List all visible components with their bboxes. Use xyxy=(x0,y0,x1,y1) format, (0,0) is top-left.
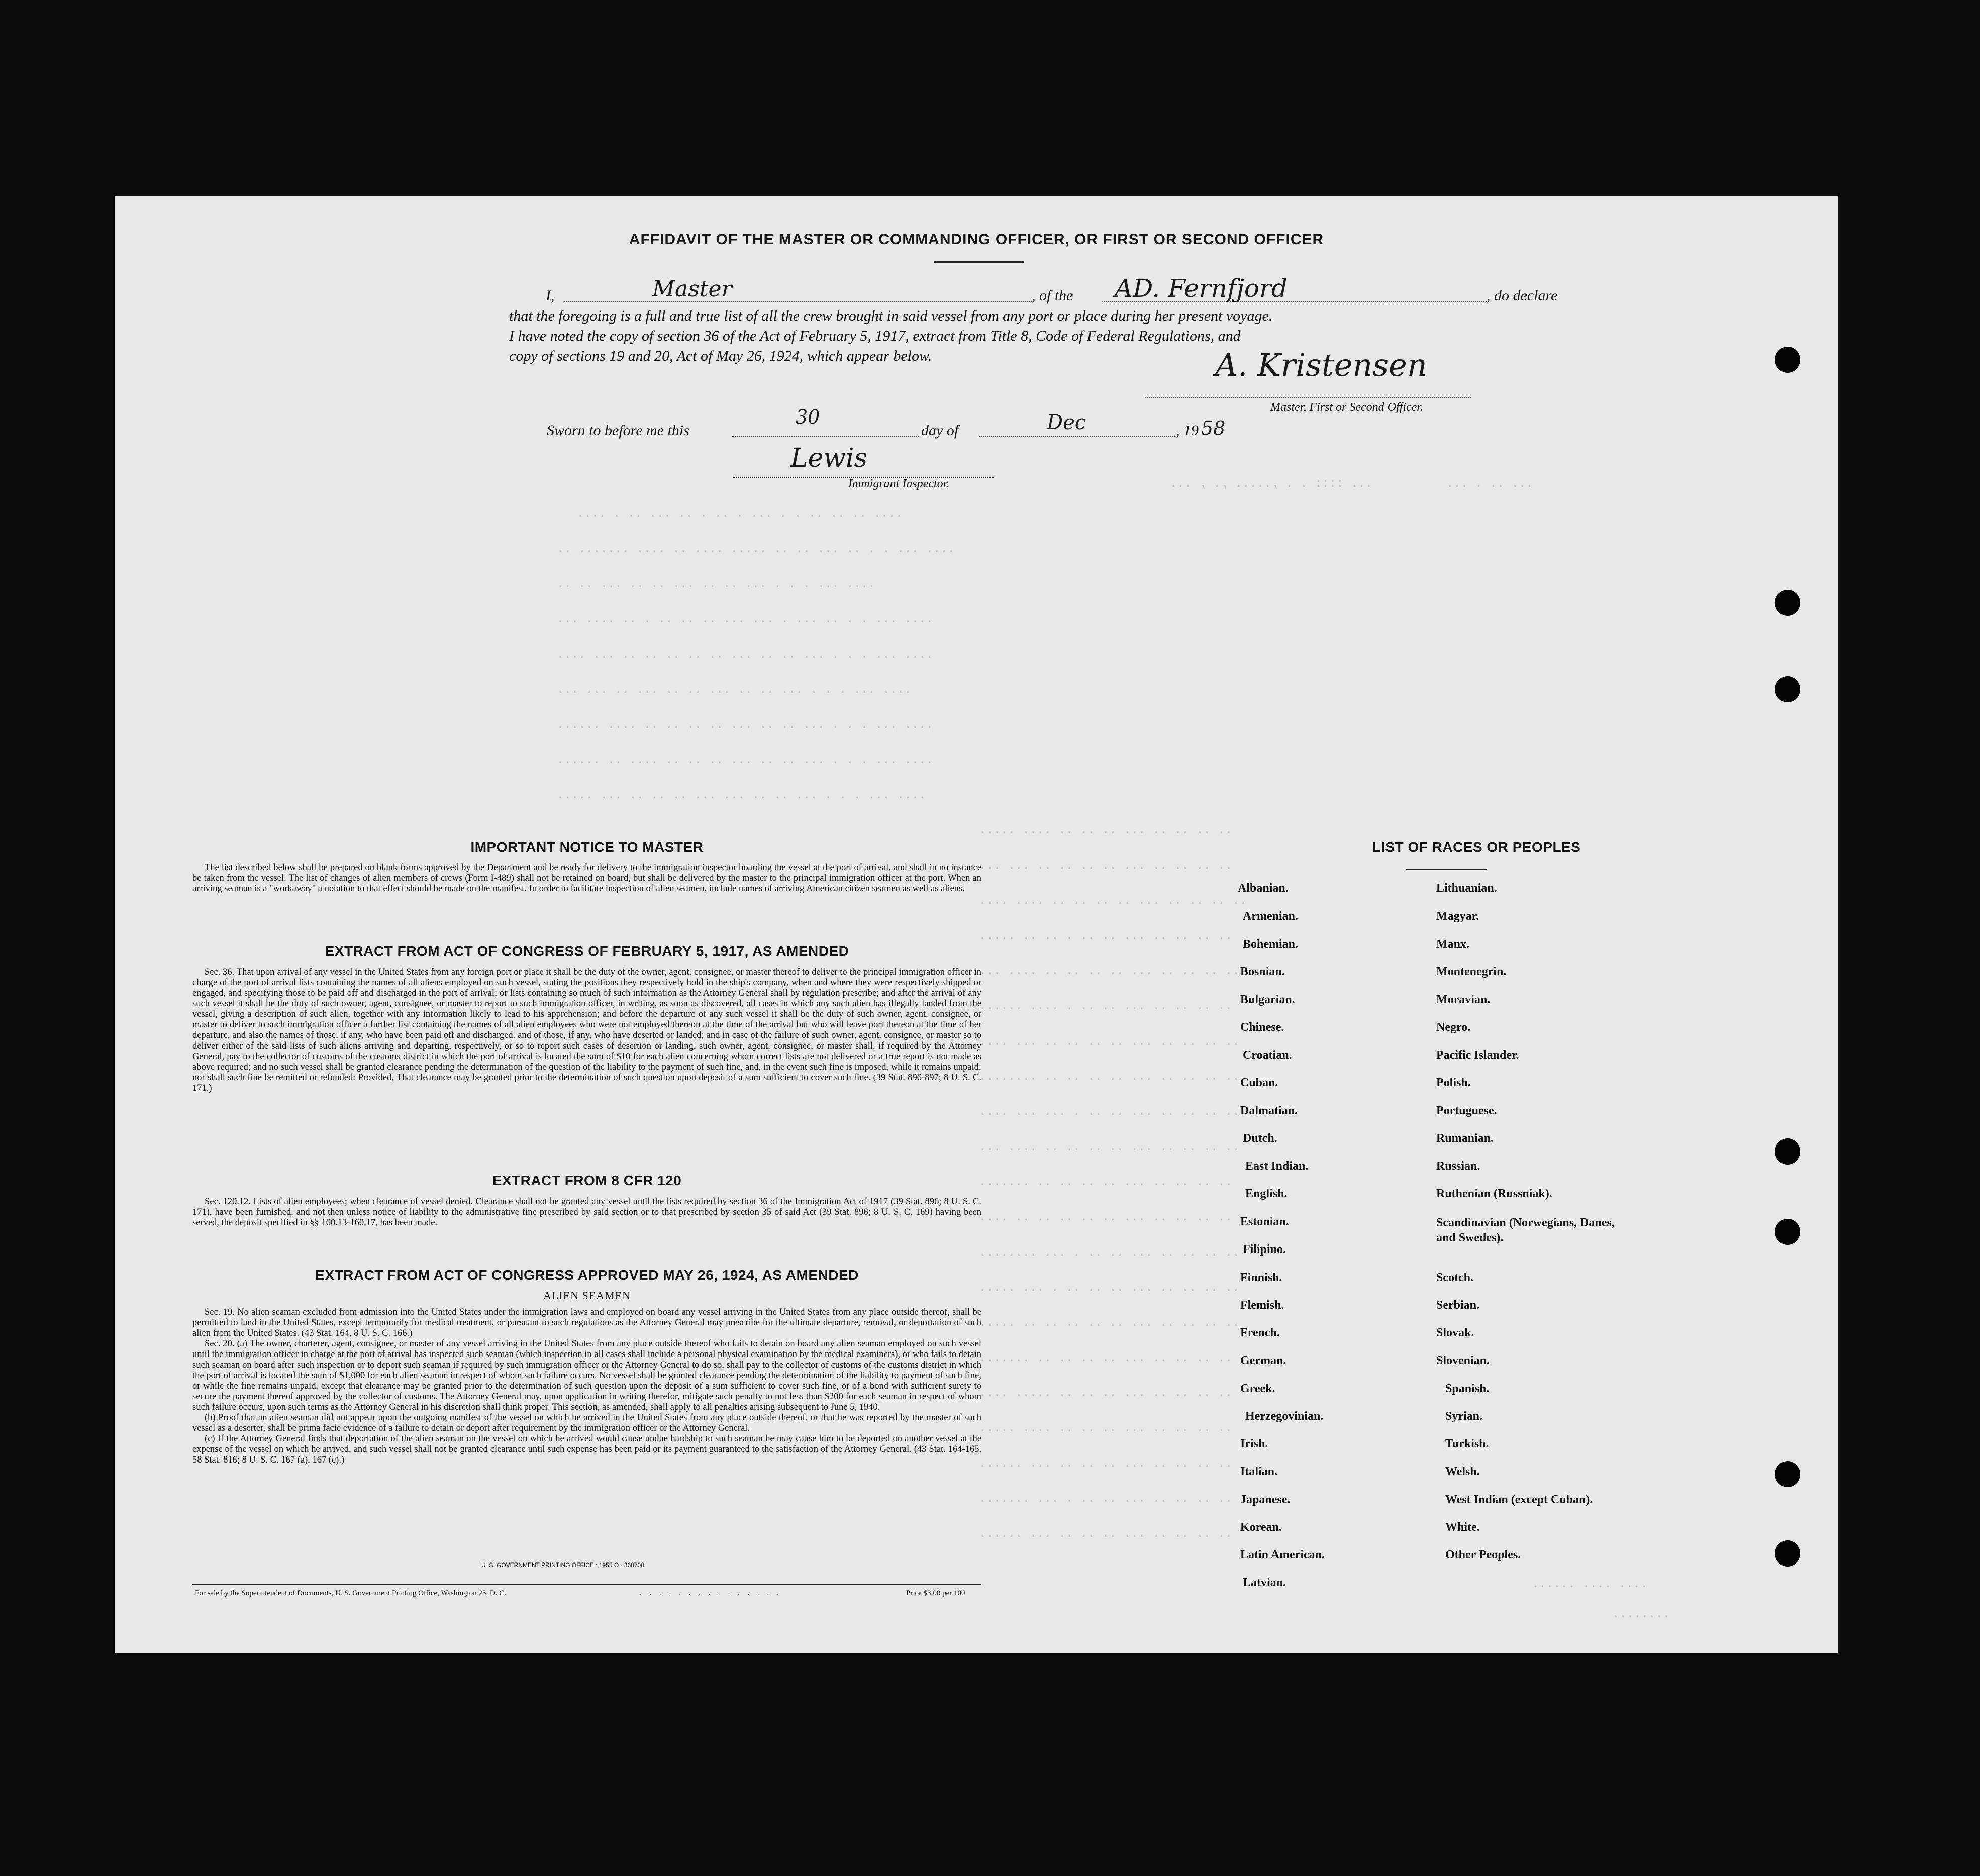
binder-hole xyxy=(1775,347,1800,373)
handwritten-vessel-name: AD. Fernfjord xyxy=(1115,274,1288,303)
extract-1924-text xyxy=(192,1307,981,1466)
race-item: Cuban. xyxy=(1240,1076,1278,1089)
title-divider xyxy=(934,261,1024,263)
alien-seamen-subtitle: ALIEN SEAMEN xyxy=(543,1289,631,1302)
sale-notice: For sale by the Superintendent of Documents, U. S. Government Printing Office, Washington 25, D. C. xyxy=(195,1589,506,1597)
race-item: Latvian. xyxy=(1243,1576,1286,1589)
race-item: Dutch. xyxy=(1243,1132,1277,1145)
extract-cfr-text xyxy=(192,1197,981,1228)
race-item: Slovak. xyxy=(1436,1326,1474,1339)
race-item: Spanish. xyxy=(1445,1382,1490,1395)
section-120-12-paragraph: Sec. 120.12. Lists of alien employees; when clearance of vessel denied. Clearance shall not be granted any vessel until the lists required by section 36 of the Immigration Act of 1917 (39 Stat. 896; 8 U. S. C. 171), have been furnished, and not then unless notice of liability to the administrative fine prescribed by said section or to that prescribed by section 35 of said Act (39 Stat. 896; 8 U. S. C. 169) having been served, the deposit specified in §§ 160.13-160.17, has been made. xyxy=(192,1197,981,1228)
binder-hole xyxy=(1775,1461,1800,1487)
race-item: Russian. xyxy=(1436,1160,1480,1173)
sworn-month-blank xyxy=(979,436,1175,437)
race-item: East Indian. xyxy=(1245,1160,1309,1173)
race-item: Italian. xyxy=(1240,1465,1278,1478)
races-divider xyxy=(1406,869,1487,870)
affidavit-line4: copy of sections 19 and 20, Act of May 26, 1924, which appear below. xyxy=(509,348,932,364)
sale-dots: . . . . . . . . . . . . . . . xyxy=(640,1589,782,1597)
signature-line xyxy=(1145,397,1471,398)
race-item: Bosnian. xyxy=(1240,965,1285,978)
race-item: Polish. xyxy=(1436,1076,1471,1089)
binder-hole xyxy=(1775,1138,1800,1165)
rank-blank xyxy=(564,301,1032,302)
race-item: Lithuanian. xyxy=(1436,882,1497,895)
race-item: Ruthenian (Russniak). xyxy=(1436,1187,1552,1200)
handwritten-rank: Master xyxy=(652,276,732,302)
inspector-caption: Immigrant Inspector. xyxy=(848,477,950,490)
affidavit-of-the: , of the xyxy=(1032,287,1073,304)
affidavit-title: AFFIDAVIT OF THE MASTER OR COMMANDING OFFICER, OR FIRST OR SECOND OFFICER xyxy=(629,231,1324,248)
affidavit-line1-suffix: , do declare xyxy=(1487,287,1558,304)
handwritten-sworn-month: Dec xyxy=(1047,411,1086,434)
extract-cfr-title: EXTRACT FROM 8 CFR 120 xyxy=(492,1173,682,1188)
races-title: LIST OF RACES OR PEOPLES xyxy=(1372,839,1581,855)
crew-list-affidavit-page: ... :::: . . ,..... ,. , ... .... .. .. .. . . ... . .. . .. ... .. . .... ... .. . ... .... ... . . .. ... .. .. ..... .... .. .... ....... .. .... ... . . . ... .. .. ... .. .. ... .. .. .... ... . . .. ... . ... ... .. .. .. . .. .... ... .... ... . . . ... .. .. ... .. .. .. .. .. ... .... .... ... . . . ... .. .. ... .. .. ... .. ... ... .... ... . . . ... .. .. ... .. .. .. .. .... ...... .... ... . . . ... .. .. ... .. .. .. .... .. ...... .... ... . . . ... .. .. ... ... .. .. .. ... ..... .. .. .. .. ... .. .. .. .... ..... .. .. .. .. ... .. .. .. .. ... ... .. .. .. .. ... .. .. .. .. .... .... .. .. .. .. ... .. .. . .. .. ..... .. .. .. .. ... .. .. .. .. .... ... .. .. .. .. ... .. .. . .... ...... .. .. .. .. ... .. .. .. .. ... .... .. .. .. .. ... .. .. .. .. ........ .. .. .. .. ... .. .. . ... ... .... .. .. .. .. ... .. .. .. .. .... ... .. .. .. .. ... .. .. .. .. ....... .. .. .. .. ... .. .. .. .. .. .... .. .. .. .. ... .. .. . ... ........ .. .. .. .. ... .. .. .. . ... ..... .. .. .. .. ... .. .. .. .. .. ..... .. .. .. .. ... .. .. .. .. ....... .. .. .. .. ... .. .. .. ..... .... .. .. .. .. ... .. .. .. .... ..... .. .. .. .. ... .. .. .. ... ...... .. .. .. .. ... .. .. . ... ....... .. .. .. .. ... .. .. .. ... ...... .... .... ...... ........ AFFIDAVIT OF THE MASTER OR COMMANDING OFFICER, OR FIRST OR SECOND OFFICER I, Master , of the AD. Fernfjord , do declare that the foregoing is a full and true list of all the crew brought in said vessel from any port or place during her present voyage. I have noted the copy of section 36 of the Act of February 5, 1917, extract from Title 8, Code of Federal Regulations, and copy of sections 19 and 20, Act of May 26, 1924, which appear below. A. Kristensen Master, First or Second Officer. Sworn to before me this 30 day of Dec , 19 58 Lewis Immigrant Inspector. IMPORTANT NOTICE TO MASTER The list described below shall be prepared on blank forms approved by the Department and be ready for delivery to the immigration inspector boarding the vessel at the port of arrival, and shall in no instance be taken from the vessel. The list of changes of alien members of crews (Form I-489) shall not be retained on board, but shall be delivered by the master to the principal immigration officer at the port. When an arriving seaman is a "workaway" a notation to that effect should be made on the manifest. In order to facilitate inspection of alien seamen, include names of arriving American citizen seamen as well as aliens. EXTRACT FROM ACT OF CONGRESS OF FEBRUARY 5, 1917, AS AMENDED Sec. 36. That upon arrival of any vessel in the United States from any foreign port or place it shall be the duty of the owner, agent, consignee, or master thereof to deliver to the principal immigration officer in charge of the port of arrival lists containing the names of all aliens employed on such vessel, stating the positions they respectively hold in the ship's company, when and where they were respectively shipped or engaged, and specifying those to be paid off and discharged in the port of arrival; or lists containing so much of such information as the Attorney General shall by regulation prescribe; and after the arrival of any such vessel it shall be the duty of such owner, agent, consignee, or master to report to such immigration officer, in writing, as soon as discovered, all cases in which any such alien has illegally landed from the vessel, giving a description of such alien, together with any information likely to lead to his apprehension; and before the departure of any such vessel it shall be the duty of such owner, agent, consignee, or master to deliver to such immigration officer a further list containing the names of all alien employees who were not employed thereon at the time of the arrival but who will leave port thereon at the time of her departure, and also the names of those, if any, who have been paid off and discharged, and of those, if any, who have deserted or landed; and in case of the failure of such owner, agent, consignee, or master so to deliver either of the said lists of such aliens arriving and departing, respectively, or so to report such cases of desertion or landing, such owner, agent, consignee, or master shall, if required by the Attorney General, pay to the collector of customs of the customs district in which the port of arrival is located the sum of $10 for each alien concerning whom correct lists are not delivered or a true report is not made as above required; and no such vessel shall be granted clearance pending the determination of the question of the liability to the payment of such fine, and, in the event such fine is imposed, while it remains unpaid; nor shall such fine be remitted or refunded: Provided, That clearance may be granted prior to the determination of such question upon deposit of a sum sufficient to cover such fine. (39 Stat. 896-897; 8 U. S. C. 171.) EXTRACT FROM 8 CFR 120 Sec. 120.12. Lists of alien employees; when clearance of vessel denied. Clearance shall not be granted any vessel until the lists required by section 36 of the Immigration Act of 1917 (39 Stat. 896; 8 U. S. C. 171), have been furnished, and not then unless notice of liability to the administrative fine prescribed by said section or to that prescribed by section 35 of said Act (39 Stat. 896; 8 U. S. C. 169) having been served, the deposit specified in §§ 160.13-160.17, has been made. EXTRACT FROM ACT OF CONGRESS APPROVED MAY 26, 1924, AS AMENDED ALIEN SEAMEN Sec. 19. No alien seaman excluded from admission into the United States under the immigration laws and employed on board any vessel arriving in the United States from any place outside thereof, shall be permitted to land in the United States, except temporarily for medical treatment, or pursuant to such regulations as the Attorney General may prescribe for the ultimate departure, removal, or deportation of such alien from the United States. (43 Stat. 164, 8 U. S. C. 166.) Sec. 20. (a) The owner, charterer, agent, consignee, or master of any vessel arriving in the United States from any place outside thereof who fails to detain on board any alien seaman employed on such vessel until the immigration officer in charge at the port of arrival has inspected such seaman (which inspection in all cases shall include a personal physical examination by the medical examiners), or who fails to detain such seaman on board after such inspection or to deport such seaman if required by such immigration officer or the Attorney General to do so, shall pay to the collector of customs of the customs district in which the port of arrival is located the sum of $1,000 for each alien seaman in respect of whom such failure occurs. No vessel shall be granted clearance pending the determination of the liability to payment of such fine, or while the fine remains unpaid, except that clearance may be granted prior to the determination of such question upon the deposit of a sum sufficient to cover such fine, or of a bond with sufficient surety to secure the payment thereof approved by the collector of customs. The Attorney General may, upon application in writing therefor, mitigate such penalty to not less than $200 for each seaman in respect of whom such failure occurs, upon such terms as the Attorney General in his discretion shall think proper. This section, as amended, shall apply to all penalties arising subsequent to June 5, 1940. (b) Proof that an alien seaman did not appear upon the outgoing manifest of the vessel on which he arrived in the United States from any place outside thereof, or that he was reported by the master of such vessel as a deserter, shall be prima facie evidence of a failure to detain or deport after requirement by the immigration officer or the Attorney General. (c) If the Attorney General finds that deportation of the alien seaman on the vessel on which he arrived would cause undue hardship to such seaman he may cause him to be deported on another vessel at the expense of the vessel on which he arrived, and such vessel shall not be granted clearance until such expense has been paid or its payment guaranteed to the satisfaction of the Attorney General. (43 Stat. 164-165, 58 Stat. 816; 8 U. S. C. 167 (a), 167 (c).) U. S. GOVERNMENT PRINTING OFFICE : 1955 O - 368700 For sale by the Superintendent of Documents, U. S. Government Printing Office, Washington 25, D. C. . . . . . . . . . . . . . . . Price $3.00 per 100 LIST OF RACES OR PEOPLES Albanian. Armenian. Bohemian. Bosnian. Bulgarian. Chinese. Croatian. Cuban. Dalmatian. Dutch. East Indian. English. Estonian. Filipino. Finnish. Flemish. French. German. Greek. Herzegovinian. Irish. Italian. Japanese. Korean. Latin American. Latvian. Lithuanian. Magyar. Manx. Montenegrin. Moravian. Negro. Pacific Islander. Polish. Portuguese. Rumanian. Russian. Ruthenian (Russniak). Scandinavian (Norwegians, Danes, and Swedes). Scotch. Serbian. Slovak. Slovenian. Spanish. Syrian. Turkish. Welsh. West Indian (except Cuban). White. Other Peoples. xyxy=(115,196,1838,1653)
section-20a-paragraph: Sec. 20. (a) The owner, charterer, agent, consignee, or master of any vessel arriving in the United States from any place outside thereof who fails to detain on board any alien seaman employed on such vessel until the immigration officer in charge at the port of arrival has inspected such seaman (which inspection in all cases shall include a personal physical examination by the medical examiners), or who fails to detain such seaman on board after such inspection or to deport such seaman if required by such immigration officer or the Attorney General to do so, shall pay to the collector of customs of the customs district in which the port of arrival is located the sum of $1,000 for each alien seaman in respect of whom such failure occurs. No vessel shall be granted clearance pending the determination of the liability to payment of such fine, or while the fine remains unpaid, except that clearance may be granted prior to the determination of such question upon the deposit of a sum sufficient to cover such fine, or of a bond with sufficient surety to secure the payment thereof approved by the collector of customs. The Attorney General may, upon application in writing therefor, mitigate such penalty to not less than $200 for each seaman in respect of whom such failure occurs, upon such terms as the Attorney General in his discretion shall think proper. This section, as amended, shall apply to all penalties arising subsequent to June 5, 1940. xyxy=(192,1339,981,1412)
race-item: Flemish. xyxy=(1240,1299,1284,1312)
race-item: Turkish. xyxy=(1445,1437,1489,1450)
extract-1917-text xyxy=(192,967,981,1094)
handwritten-sworn-day: 30 xyxy=(796,406,820,428)
race-item: Other Peoples. xyxy=(1445,1548,1521,1561)
race-item: Croatian. xyxy=(1243,1049,1292,1062)
inspector-signature: Lewis xyxy=(790,443,868,473)
gpo-imprint: U. S. GOVERNMENT PRINTING OFFICE : 1955 O - 368700 xyxy=(481,1561,644,1569)
binder-hole xyxy=(1775,590,1800,616)
section-20c-paragraph: (c) If the Attorney General finds that deportation of the alien seaman on the vessel on which he arrived would cause undue hardship to such seaman he may cause him to be deported on another vessel at the expense of the vessel on which he arrived, and such vessel shall not be granted clearance until such expense has been paid or its payment guaranteed to the satisfaction of the Attorney General. (43 Stat. 164-165, 58 Stat. 816; 8 U. S. C. 167 (a), 167 (c).) xyxy=(192,1434,981,1465)
race-item: Portuguese. xyxy=(1436,1104,1497,1117)
section-19-paragraph: Sec. 19. No alien seaman excluded from admission into the United States under the immigration laws and employed on board any vessel arriving in the United States from any place outside thereof, shall be permitted to land in the United States, except temporarily for medical treatment, or pursuant to such regulations as the Attorney General may prescribe for the ultimate departure, removal, or deportation of such alien from the United States. (43 Stat. 164, 8 U. S. C. 166.) xyxy=(192,1307,981,1338)
race-item: Welsh. xyxy=(1445,1465,1480,1478)
sworn-day-of: day of xyxy=(921,422,959,439)
race-item: Dalmatian. xyxy=(1240,1104,1298,1117)
race-item: Syrian. xyxy=(1445,1410,1483,1423)
footer-rule xyxy=(192,1584,981,1585)
affidavit-line3: I have noted the copy of section 36 of the Act of February 5, 1917, extract from Title 8, Code of Federal Regulations, and xyxy=(509,328,1241,344)
race-item: Slovenian. xyxy=(1436,1354,1490,1367)
race-item: Irish. xyxy=(1240,1437,1268,1450)
race-item: Herzegovinian. xyxy=(1245,1410,1324,1423)
race-item: Moravian. xyxy=(1436,993,1491,1006)
notice-paragraph: The list described below shall be prepared on blank forms approved by the Department and be ready for delivery to the immigration inspector boarding the vessel at the port of arrival, and shall in no instance be taken from the vessel. The list of changes of alien members of crews (Form I-489) shall not be retained on board, but shall be delivered by the master to the principal immigration officer at the port. When an arriving seaman is a "workaway" a notation to that effect should be made on the manifest. In order to facilitate inspection of alien seamen, include names of arriving American citizen seamen as well as aliens. xyxy=(192,863,981,894)
sworn-year-prefix: , 19 xyxy=(1176,422,1199,439)
race-item: Scandinavian (Norwegians, Danes, and Swedes). xyxy=(1436,1216,1615,1244)
sworn-day-blank xyxy=(732,436,919,437)
race-item: Montenegrin. xyxy=(1436,965,1507,978)
master-signature: A. Kristensen xyxy=(1215,347,1427,383)
race-item: Armenian. xyxy=(1243,910,1298,923)
race-item: Rumanian. xyxy=(1436,1132,1494,1145)
race-item: Finnish. xyxy=(1240,1271,1282,1284)
race-item: Greek. xyxy=(1240,1382,1275,1395)
race-item: Negro. xyxy=(1436,1021,1471,1034)
race-item: Albanian. xyxy=(1238,882,1289,895)
extract-1917-title: EXTRACT FROM ACT OF CONGRESS OF FEBRUARY 5, 1917, AS AMENDED xyxy=(325,943,849,959)
price: Price $3.00 per 100 xyxy=(906,1589,965,1597)
notice-text xyxy=(192,863,981,894)
affidavit-line1-prefix: I, xyxy=(546,287,555,304)
race-item: French. xyxy=(1240,1326,1280,1339)
extract-1924-title: EXTRACT FROM ACT OF CONGRESS APPROVED MAY 26, 1924, AS AMENDED xyxy=(315,1267,859,1283)
binder-hole xyxy=(1775,676,1800,702)
race-item: Korean. xyxy=(1240,1521,1282,1534)
race-item: Scotch. xyxy=(1436,1271,1473,1284)
race-item: Filipino. xyxy=(1243,1243,1286,1256)
race-item: West Indian (except Cuban). xyxy=(1445,1493,1593,1506)
race-item: Latin American. xyxy=(1240,1548,1325,1561)
section-36-paragraph: Sec. 36. That upon arrival of any vessel in the United States from any foreign port or place it shall be the duty of the owner, agent, consignee, or master thereof to deliver to the principal immigration officer in charge of the port of arrival lists containing the names of all aliens employed on such vessel, stating the positions they respectively hold in the ship's company, when and where they were respectively shipped or engaged, and specifying those to be paid off and discharged in the port of arrival; or lists containing so much of such information as the Attorney General shall by regulation prescribe; and after the arrival of any such vessel it shall be the duty of such owner, agent, consignee, or master to report to such immigration officer, in writing, as soon as discovered, all cases in which any such alien has illegally landed from the vessel, giving a description of such alien, together with any information likely to lead to his apprehension; and before the departure of any such vessel it shall be the duty of such owner, agent, consignee, or master to deliver to such immigration officer a further list containing the names of all alien employees who were not employed thereon at the time of the arrival but who will leave port thereon at the time of her departure, and also the names of those, if any, who have been paid off and discharged, and of those, if any, who have deserted or landed; and in case of the failure of such owner, agent, consignee, or master so to deliver either of the said lists of such aliens arriving and departing, respectively, or so to report such cases of desertion or landing, such owner, agent, consignee, or master shall, if required by the Attorney General, pay to the collector of customs of the customs district in which the port of arrival is located the sum of $10 for each alien concerning whom correct lists are not delivered or a true report is not made as above required; and no such vessel shall be granted clearance pending the determination of the question of the liability to the payment of such fine, and, in the event such fine is imposed, while it remains unpaid; nor shall such fine be remitted or refunded: Provided, That clearance may be granted prior to the determination of such question upon deposit of a sum sufficient to cover such fine. (39 Stat. 896-897; 8 U. S. C. 171.) xyxy=(192,967,981,1093)
affidavit-line2: that the foregoing is a full and true list of all the crew brought in said vessel from any port or place during her present voyage. xyxy=(509,307,1273,324)
race-item: English. xyxy=(1245,1187,1288,1200)
race-item: Japanese. xyxy=(1240,1493,1291,1506)
race-item: Pacific Islander. xyxy=(1436,1049,1519,1062)
race-item: Bohemian. xyxy=(1243,937,1299,951)
race-item: Serbian. xyxy=(1436,1299,1480,1312)
section-20b-paragraph: (b) Proof that an alien seaman did not appear upon the outgoing manifest of the vessel on which he arrived in the United States from any place outside thereof, or that he was reported by the master of such vessel as a deserter, shall be prima facie evidence of a failure to detain or deport after requirement by the immigration officer or the Attorney General. xyxy=(192,1413,981,1433)
race-item: Estonian. xyxy=(1240,1215,1289,1228)
sworn-prefix: Sworn to before me this xyxy=(547,422,689,439)
race-item: Bulgarian. xyxy=(1240,993,1295,1006)
handwritten-sworn-year: 58 xyxy=(1201,417,1226,439)
binder-hole xyxy=(1775,1219,1800,1245)
signature-caption: Master, First or Second Officer. xyxy=(1270,401,1423,414)
race-item: White. xyxy=(1445,1521,1480,1534)
race-item: German. xyxy=(1240,1354,1286,1367)
race-item: Chinese. xyxy=(1240,1021,1284,1034)
race-item: Magyar. xyxy=(1436,910,1479,923)
binder-hole xyxy=(1775,1540,1800,1567)
notice-title: IMPORTANT NOTICE TO MASTER xyxy=(470,839,704,855)
race-item: Manx. xyxy=(1436,937,1469,951)
